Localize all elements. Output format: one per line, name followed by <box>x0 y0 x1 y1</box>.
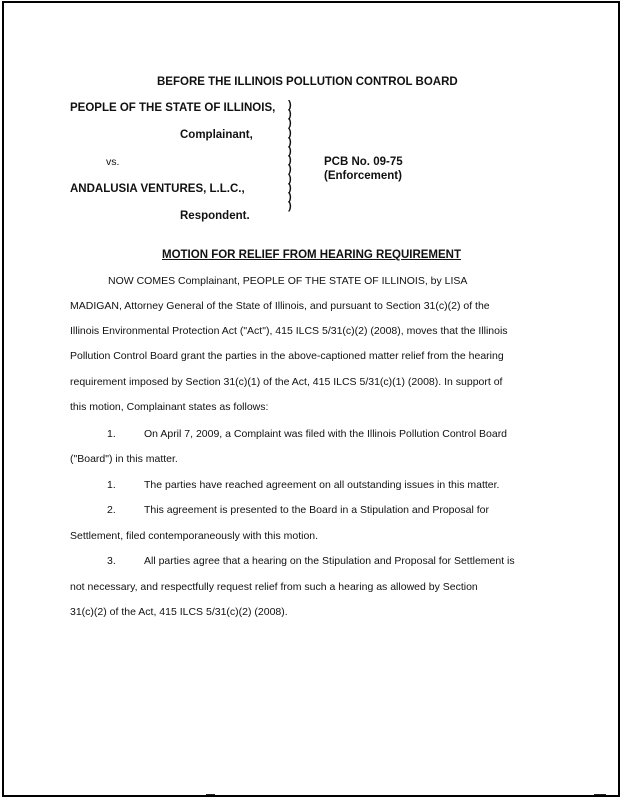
intro-line-1: NOW COMES Complainant, PEOPLE OF THE STATE OF ILLINOIS, by LISA <box>108 275 468 287</box>
intro-line-5: requirement imposed by Section 31(c)(1) of the Act, 415 ILCS 5/31(c)(1) (2008). In support of <box>70 376 503 388</box>
caption-divider: ) ) ) ) ) ) ) ) ) ) ) ) <box>288 99 292 213</box>
item-4-line-1: All parties agree that a hearing on the Stipulation and Proposal for Settlement is <box>144 555 515 567</box>
item-number-2: 1. <box>107 479 116 491</box>
item-number-4: 3. <box>107 555 116 567</box>
item-number-3: 2. <box>107 504 116 516</box>
scan-mark <box>594 794 606 795</box>
plaintiff-name: PEOPLE OF THE STATE OF ILLINOIS, <box>70 102 276 114</box>
court-heading: BEFORE THE ILLINOIS POLLUTION CONTROL BOARD <box>157 76 458 88</box>
intro-line-6: this motion, Complainant states as follows: <box>70 401 269 413</box>
scan-mark <box>206 794 215 795</box>
defendant-name: ANDALUSIA VENTURES, L.L.C., <box>70 183 245 195</box>
motion-title: MOTION FOR RELIEF FROM HEARING REQUIREMENT <box>162 249 461 261</box>
plaintiff-role: Complainant, <box>180 129 253 141</box>
item-1-line-1: On April 7, 2009, a Complaint was filed with the Illinois Pollution Control Board <box>144 428 508 440</box>
item-4-line-3: 31(c)(2) of the Act, 415 ILCS 5/31(c)(2) (2008). <box>70 606 288 618</box>
item-1-line-2: ("Board") in this matter. <box>70 453 178 465</box>
intro-line-2: MADIGAN, Attorney General of the State of Illinois, and pursuant to Section 31(c)(2) of the <box>70 300 490 312</box>
intro-line-4: Pollution Control Board grant the parties in the above-captioned matter relief from the hearing <box>70 350 504 362</box>
intro-line-3: Illinois Environmental Protection Act ("Act"), 415 ILCS 5/31(c)(2) (2008), moves that the Illinois <box>70 325 508 337</box>
defendant-role: Respondent. <box>180 210 250 222</box>
case-type: (Enforcement) <box>324 170 402 182</box>
versus-label: vs. <box>106 156 120 168</box>
case-number: PCB No. 09-75 <box>324 156 403 168</box>
item-3-line-2: Settlement, filed contemporaneously with this motion. <box>70 530 319 542</box>
document-page <box>2 1 620 797</box>
item-2-line-1: The parties have reached agreement on all outstanding issues in this matter. <box>144 479 500 491</box>
item-4-line-2: not necessary, and respectfully request relief from such a hearing as allowed by Section <box>70 581 478 593</box>
item-number-1: 1. <box>107 428 116 440</box>
item-3-line-1: This agreement is presented to the Board in a Stipulation and Proposal for <box>144 504 489 516</box>
